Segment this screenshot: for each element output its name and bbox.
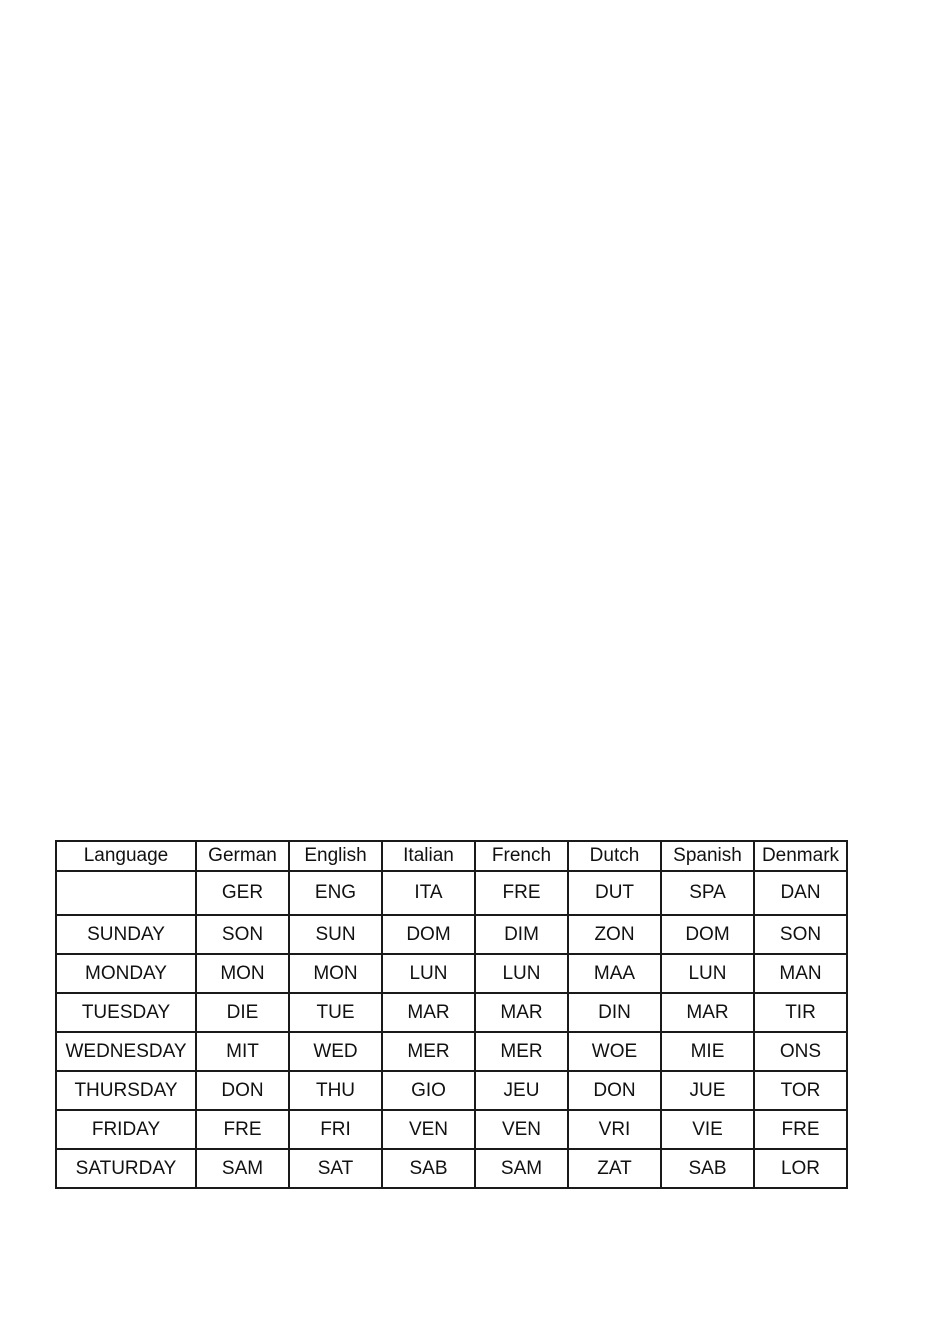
abbreviation-cell: VIE <box>661 1110 754 1149</box>
abbreviation-cell: DON <box>568 1071 661 1110</box>
table-row <box>56 993 847 1032</box>
weekday-label: THURSDAY <box>56 1071 196 1110</box>
abbreviation-cell: DON <box>196 1071 289 1110</box>
abbreviation-cell: SAM <box>196 1149 289 1188</box>
abbreviation-cell: DIM <box>475 915 568 954</box>
abbreviation-cell: VRI <box>568 1110 661 1149</box>
abbreviation-cell: SAB <box>382 1149 475 1188</box>
abbreviation-cell: JEU <box>475 1071 568 1110</box>
header-denmark: Denmark <box>754 841 847 871</box>
abbreviation-cell: SAT <box>289 1149 382 1188</box>
weekday-label: TUESDAY <box>56 993 196 1032</box>
weekday-label: SATURDAY <box>56 1149 196 1188</box>
abbreviation-cell: DIE <box>196 993 289 1032</box>
header-spanish: Spanish <box>661 841 754 871</box>
abbreviation-cell: MER <box>475 1032 568 1071</box>
code-cell: DUT <box>568 871 661 915</box>
code-cell: GER <box>196 871 289 915</box>
code-cell: ENG <box>289 871 382 915</box>
abbreviation-cell: TUE <box>289 993 382 1032</box>
abbreviation-cell: MAR <box>661 993 754 1032</box>
weekday-label: SUNDAY <box>56 915 196 954</box>
abbreviation-cell: DIN <box>568 993 661 1032</box>
abbreviation-cell: MON <box>196 954 289 993</box>
abbreviation-cell: SUN <box>289 915 382 954</box>
code-cell: SPA <box>661 871 754 915</box>
abbreviation-cell: SON <box>754 915 847 954</box>
abbreviation-cell: DOM <box>382 915 475 954</box>
abbreviation-cell: MAA <box>568 954 661 993</box>
abbreviation-cell: WOE <box>568 1032 661 1071</box>
abbreviation-cell: TIR <box>754 993 847 1032</box>
header-italian: Italian <box>382 841 475 871</box>
abbreviation-cell: TOR <box>754 1071 847 1110</box>
table-row <box>56 915 847 954</box>
header-row <box>56 841 847 871</box>
abbreviation-cell: LUN <box>661 954 754 993</box>
abbreviation-cell: JUE <box>661 1071 754 1110</box>
header-dutch: Dutch <box>568 841 661 871</box>
abbreviation-cell: FRE <box>754 1110 847 1149</box>
abbreviation-cell: SON <box>196 915 289 954</box>
weekday-label: FRIDAY <box>56 1110 196 1149</box>
abbreviation-cell: THU <box>289 1071 382 1110</box>
code-cell <box>56 871 196 915</box>
abbreviation-cell: ZAT <box>568 1149 661 1188</box>
table-row <box>56 1110 847 1149</box>
abbreviation-cell: MIT <box>196 1032 289 1071</box>
abbreviation-cell: LUN <box>382 954 475 993</box>
table-row <box>56 1071 847 1110</box>
header-language: Language <box>56 841 196 871</box>
abbreviation-cell: ONS <box>754 1032 847 1071</box>
abbreviation-cell: FRI <box>289 1110 382 1149</box>
weekday-label: MONDAY <box>56 954 196 993</box>
abbreviation-cell: ZON <box>568 915 661 954</box>
abbreviation-cell: SAB <box>661 1149 754 1188</box>
weekday-language-table <box>55 840 848 1189</box>
header-german: German <box>196 841 289 871</box>
table-row <box>56 1149 847 1188</box>
abbreviation-cell: WED <box>289 1032 382 1071</box>
table-row <box>56 1032 847 1071</box>
code-row <box>56 871 847 915</box>
abbreviation-cell: LOR <box>754 1149 847 1188</box>
abbreviation-cell: LUN <box>475 954 568 993</box>
header-english: English <box>289 841 382 871</box>
code-cell: FRE <box>475 871 568 915</box>
abbreviation-cell: MON <box>289 954 382 993</box>
abbreviation-cell: GIO <box>382 1071 475 1110</box>
abbreviation-cell: MIE <box>661 1032 754 1071</box>
abbreviation-cell: MAR <box>382 993 475 1032</box>
abbreviation-cell: VEN <box>382 1110 475 1149</box>
abbreviation-cell: FRE <box>196 1110 289 1149</box>
abbreviation-cell: MER <box>382 1032 475 1071</box>
abbreviation-cell: SAM <box>475 1149 568 1188</box>
code-cell: DAN <box>754 871 847 915</box>
abbreviation-cell: DOM <box>661 915 754 954</box>
abbreviation-cell: MAR <box>475 993 568 1032</box>
table-row <box>56 954 847 993</box>
code-cell: ITA <box>382 871 475 915</box>
abbreviation-cell: MAN <box>754 954 847 993</box>
weekday-label: WEDNESDAY <box>56 1032 196 1071</box>
header-french: French <box>475 841 568 871</box>
abbreviation-cell: VEN <box>475 1110 568 1149</box>
